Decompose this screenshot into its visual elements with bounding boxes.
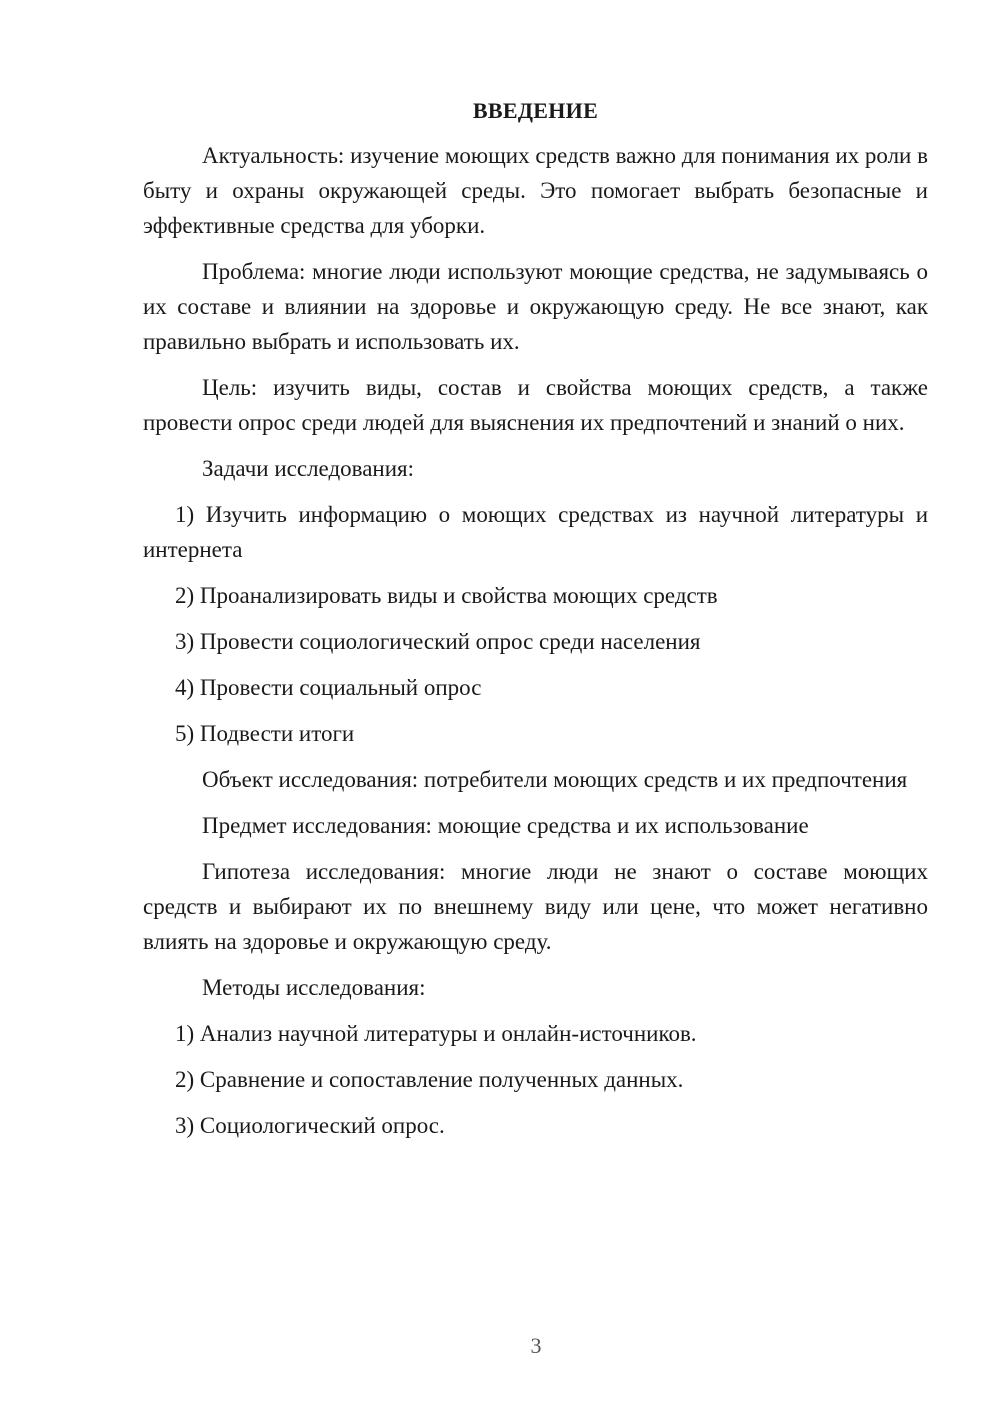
task-item: 3) Провести социологический опрос среди населения: [175, 629, 701, 654]
method-item: 1) Анализ научной литературы и онлайн-источников.: [175, 1021, 697, 1046]
object-paragraph: Объект исследования: потребители моющих средств и их предпочтения: [202, 767, 908, 792]
task-item: 5) Подвести итоги: [175, 721, 355, 746]
task-item: 2) Проанализировать виды и свойства моющих средств: [175, 583, 718, 608]
relevance-paragraph: Актуальность: изучение моющих средств важно для понимания их роли в быту и охраны окружающей среды. Это помогает выбрать безопасные и эффективные средства для уборки.: [143, 143, 928, 238]
task-item: 1) Изучить информацию о моющих средствах из научной литературы и интернета: [143, 502, 928, 562]
page-number: 3: [530, 1333, 542, 1358]
page-content: [143, 96, 928, 1154]
problem-paragraph: Проблема: многие люди используют моющие средства, не задумываясь о их составе и влиянии на здоровье и окружающую среду. Не все знают, как правильно выбрать и использовать их.: [143, 259, 928, 354]
method-item: 3) Социологический опрос.: [175, 1113, 445, 1138]
tasks-heading: Задачи исследования:: [202, 456, 415, 481]
task-item: 4) Провести социальный опрос: [175, 675, 482, 700]
method-item: 2) Сравнение и сопоставление полученных данных.: [175, 1067, 684, 1092]
section-title: ВВЕДЕНИЕ: [472, 98, 599, 123]
hypothesis-paragraph: Гипотеза исследования: многие люди не знают о составе моющих средств и выбирают их по внешнему виду или цене, что может негативно влиять на здоровье и окружающую среду.: [143, 859, 928, 954]
subject-paragraph: Предмет исследования: моющие средства и их использование: [202, 813, 809, 838]
methods-heading: Методы исследования:: [202, 975, 426, 1000]
goal-paragraph: Цель: изучить виды, состав и свойства моющих средств, а также провести опрос среди людей для выяснения их предпочтений и знаний о них.: [143, 375, 928, 435]
